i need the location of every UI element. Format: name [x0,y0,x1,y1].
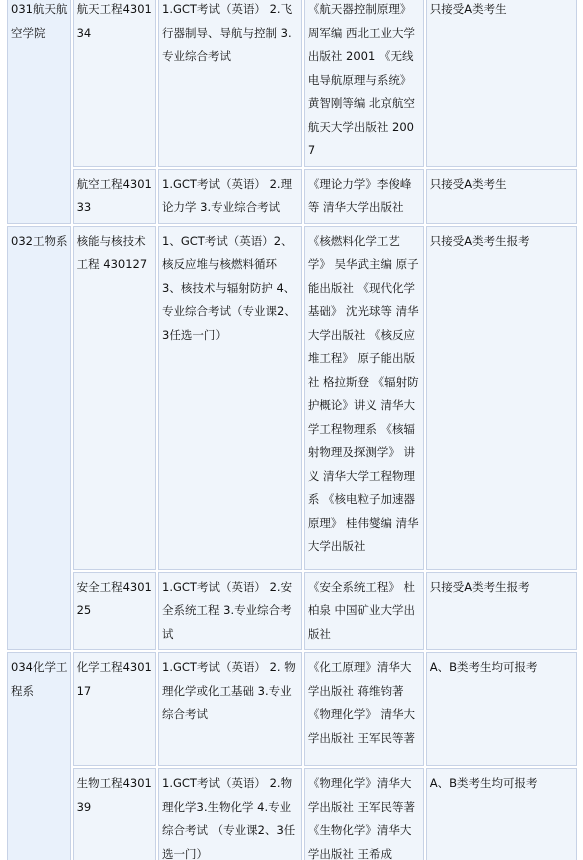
note-cell: A、B类考生均可报考 [426,652,577,766]
exam-subjects-cell: 1.GCT考试（英语） 2.理论力学 3.专业综合考试 [158,169,302,224]
table-row [7,652,577,766]
department-cell: 034化学工程系 [7,652,71,860]
exam-subjects-cell: 1.GCT考试（英语） 2.物理化学3.生物化学 4.专业综合考试 （专业课2、3任选一门） [158,768,302,860]
reference-books-cell: 《核燃料化学工艺学》 吴华武主编 原子能出版社 《现代化学基础》 沈光球等 清华大学出版社 《核反应堆工程》 原子能出版社 格拉斯登 《辐射防护概论》讲义 清华大学工程物理系 《核辐射物理及探测学》 讲义 清华大学工程物理系 《核电粒子加速器原理》 桂伟燮编 清华大学出版社 [304,226,424,570]
major-cell: 航天工程430134 [73,0,156,167]
major-cell: 安全工程430125 [73,572,156,651]
major-cell: 生物工程430139 [73,768,156,860]
table-row [7,226,577,570]
admissions-table [5,0,579,860]
major-cell: 化学工程430117 [73,652,156,766]
reference-books-cell: 《航天器控制原理》周军编 西北工业大学出版社 2001 《无线电导航原理与系统》黄智刚等编 北京航空航天大学出版社 2007 [304,0,424,167]
note-cell: 只接受A类考生报考 [426,572,577,651]
table-row [7,0,577,167]
note-cell: 只接受A类考生 [426,169,577,224]
note-cell: 只接受A类考生报考 [426,226,577,570]
exam-subjects-cell: 1、GCT考试（英语）2、核反应堆与核燃料循环 3、核技术与辐射防护 4、专业综合考试（专业课2、3任选一门） [158,226,302,570]
reference-books-cell: 《物理化学》清华大学出版社 王军民等著 《生物化学》清华大学出版社 王希成 [304,768,424,860]
reference-books-cell: 《理论力学》李俊峰等 清华大学出版社 [304,169,424,224]
department-cell: 032工物系 [7,226,71,651]
exam-subjects-cell: 1.GCT考试（英语） 2.飞行器制导、导航与控制 3.专业综合考试 [158,0,302,167]
table-row [7,768,577,860]
reference-books-cell: 《化工原理》清华大学出版社 蒋维钧著 《物理化学》 清华大学出版社 王军民等著 [304,652,424,766]
table-row [7,572,577,651]
department-cell: 031航天航空学院 [7,0,71,224]
exam-subjects-cell: 1.GCT考试（英语） 2.安全系统工程 3.专业综合考试 [158,572,302,651]
reference-books-cell: 《安全系统工程》 杜柏泉 中国矿业大学出版社 [304,572,424,651]
note-cell: 只接受A类考生 [426,0,577,167]
major-cell: 核能与核技术工程 430127 [73,226,156,570]
table-row [7,169,577,224]
note-cell: A、B类考生均可报考 [426,768,577,860]
exam-subjects-cell: 1.GCT考试（英语） 2. 物理化学或化工基础 3.专业综合考试 [158,652,302,766]
major-cell: 航空工程430133 [73,169,156,224]
